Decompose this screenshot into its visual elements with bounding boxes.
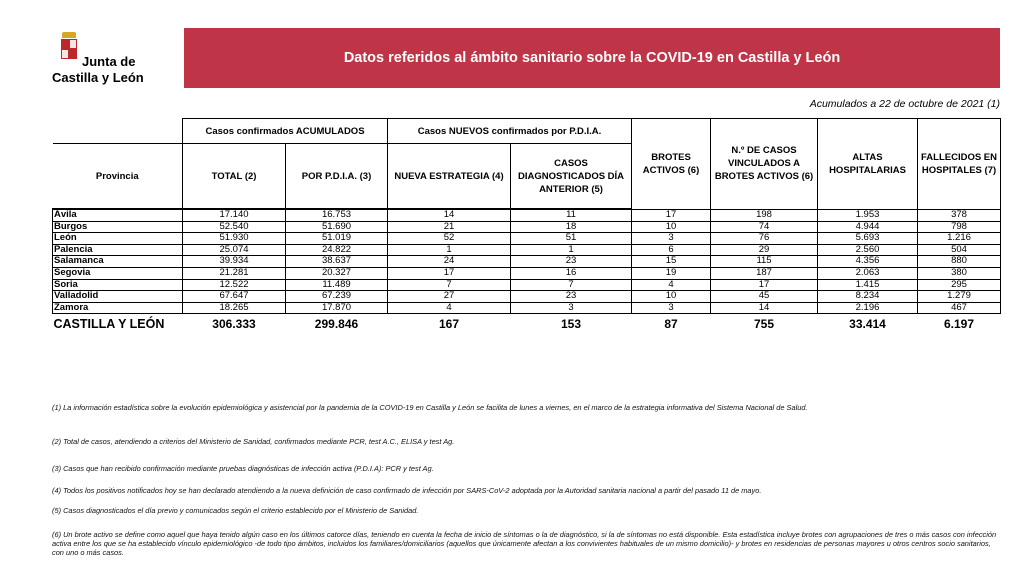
cell-provincia: Ávila <box>53 209 183 221</box>
cell-fallecidos: 504 <box>918 244 1001 256</box>
cell-nueva: 24 <box>388 256 511 268</box>
cell-vinculados: 76 <box>711 233 818 245</box>
cell-pdia: 67.239 <box>286 291 388 303</box>
cell-fallecidos: 1.216 <box>918 233 1001 245</box>
table-row <box>53 291 1001 303</box>
cell-pdia: 51.019 <box>286 233 388 245</box>
cell-brotes: 10 <box>632 291 711 303</box>
cell-brotes: 17 <box>632 209 711 221</box>
cell-vinculados: 29 <box>711 244 818 256</box>
header-banner <box>184 28 1000 88</box>
table-row <box>53 209 1001 221</box>
cell-vinculados: 17 <box>711 279 818 291</box>
cell-brotes: 19 <box>632 267 711 279</box>
cell-total: 12.522 <box>183 279 286 291</box>
cell-provincia: Palencia <box>53 244 183 256</box>
page-title: Datos referidos al ámbito sanitario sobre la COVID-19 en Castilla y León <box>343 50 841 66</box>
cell-provincia: Valladolid <box>53 291 183 303</box>
cell-pdia: 11.489 <box>286 279 388 291</box>
col-header-provincia: Provincia <box>53 144 183 210</box>
cell-pdia: 16.753 <box>286 209 388 221</box>
footnote-2: (2) Total de casos, atendiendo a criterios del Ministerio de Sanidad, confirmados mediante PCR, test A.C., ELISA y test Ag. <box>52 437 455 446</box>
table-row <box>53 233 1001 245</box>
col-header-vinculados: N.º DE CASOS VINCULADOS A BROTES ACTIVOS (6) <box>711 119 818 210</box>
cell-altas: 1.953 <box>818 209 918 221</box>
cell-altas: 2.196 <box>818 302 918 314</box>
header-blank <box>53 119 183 144</box>
col-header-total: TOTAL (2) <box>183 144 286 210</box>
total-brotes: 87 <box>664 317 678 332</box>
group-header-nuevos: Casos NUEVOS confirmados por P.D.I.A. <box>388 119 632 144</box>
cell-vinculados: 45 <box>711 291 818 303</box>
total-row <box>53 314 1001 335</box>
cell-brotes: 4 <box>632 279 711 291</box>
cell-nueva: 52 <box>388 233 511 245</box>
cell-altas: 4.356 <box>818 256 918 268</box>
cell-pdia: 17.870 <box>286 302 388 314</box>
cell-fallecidos: 295 <box>918 279 1001 291</box>
cell-casos-diag: 18 <box>511 221 632 233</box>
footnote-5: (5) Casos diagnosticados el día previo y comunicados según el criterio establecido por el Ministerio de Sanidad. <box>52 506 419 515</box>
cell-vinculados: 14 <box>711 302 818 314</box>
cell-total: 51.930 <box>183 233 286 245</box>
cell-casos-diag: 16 <box>511 267 632 279</box>
table-row <box>53 279 1001 291</box>
cell-total: 67.647 <box>183 291 286 303</box>
cell-total: 18.265 <box>183 302 286 314</box>
cell-fallecidos: 798 <box>918 221 1001 233</box>
cell-provincia: Segovia <box>53 267 183 279</box>
cell-fallecidos: 380 <box>918 267 1001 279</box>
footnote-4: (4) Todos los positivos notificados hoy se han declarado atendiendo a la nueva definición de caso confirmado de infección por SARS-CoV-2 adoptada por la Autoridad sanitaria nacional a partir del pasado 11 de mayo. <box>52 486 762 495</box>
cell-casos-diag: 7 <box>511 279 632 291</box>
col-header-pdia: POR P.D.I.A. (3) <box>286 144 388 210</box>
cell-nueva: 17 <box>388 267 511 279</box>
cell-nueva: 1 <box>388 244 511 256</box>
cell-total: 25.074 <box>183 244 286 256</box>
cell-fallecidos: 880 <box>918 256 1001 268</box>
footnote-6: (6) Un brote activo se define como aquel que haya tenido algún caso en los últimos catorce días, teniendo en cuenta la fecha de inicio de síntomas o la de diagnóstico, si la de síntomas no está disponible. Esta estadística incluye brotes con agrupaciones de tres o más casos con infección activa entre los que se ha establecido vínculo epidemiológico -de todo tipo ámbitos, incluidos los familiares/domiciliarios (aquellos que únicamente afectan a los convivientes habituales de un mismo domicilio)- y brotes en residencias de personas mayores u otros centros socio sanitarios, con uno o más casos. <box>52 530 997 558</box>
coat-of-arms-icon <box>60 32 78 62</box>
covid-data-table <box>52 118 1001 334</box>
cell-nueva: 7 <box>388 279 511 291</box>
total-casos-diag: 153 <box>560 317 582 332</box>
cell-nueva: 21 <box>388 221 511 233</box>
col-header-casos-diag: CASOS DIAGNOSTICADOS DÍA ANTERIOR (5) <box>511 144 632 210</box>
cell-vinculados: 115 <box>711 256 818 268</box>
cell-total: 21.281 <box>183 267 286 279</box>
cell-casos-diag: 23 <box>511 256 632 268</box>
total-pdia: 299.846 <box>314 317 359 332</box>
cell-provincia: Burgos <box>53 221 183 233</box>
cell-nueva: 4 <box>388 302 511 314</box>
table-row <box>53 302 1001 314</box>
cell-altas: 5.693 <box>818 233 918 245</box>
total-label: CASTILLA Y LEÓN <box>53 317 165 332</box>
total-altas: 33.414 <box>849 317 886 332</box>
cell-pdia: 20.327 <box>286 267 388 279</box>
cell-fallecidos: 378 <box>918 209 1001 221</box>
table-row <box>53 256 1001 268</box>
cell-pdia: 51.690 <box>286 221 388 233</box>
cell-brotes: 3 <box>632 233 711 245</box>
table-row <box>53 267 1001 279</box>
cell-casos-diag: 11 <box>511 209 632 221</box>
group-header-acumulados: Casos confirmados ACUMULADOS <box>183 119 388 144</box>
cell-brotes: 3 <box>632 302 711 314</box>
cell-total: 39.934 <box>183 256 286 268</box>
cell-altas: 2.560 <box>818 244 918 256</box>
cell-pdia: 24.822 <box>286 244 388 256</box>
cell-total: 52.540 <box>183 221 286 233</box>
footnote-3: (3) Casos que han recibido confirmación mediante pruebas diagnósticas de infección activa (P.D.I.A): PCR y test Ag. <box>52 464 434 473</box>
col-header-brotes: BROTES ACTIVOS (6) <box>632 119 711 210</box>
col-header-nueva: NUEVA ESTRATEGIA (4) <box>388 144 511 210</box>
col-header-fallecidos: FALLECIDOS EN HOSPITALES (7) <box>918 119 1001 210</box>
cell-brotes: 15 <box>632 256 711 268</box>
date-note: Acumulados a 22 de octubre de 2021 (1) <box>809 98 1000 110</box>
cell-pdia: 38.637 <box>286 256 388 268</box>
total-vinculados: 755 <box>754 317 775 332</box>
cell-provincia: Salamanca <box>53 256 183 268</box>
table-row <box>53 244 1001 256</box>
cell-fallecidos: 1.279 <box>918 291 1001 303</box>
total-total: 306.333 <box>212 317 256 332</box>
cell-casos-diag: 1 <box>511 244 632 256</box>
cell-vinculados: 74 <box>711 221 818 233</box>
junta-logo <box>52 32 162 92</box>
total-nueva: 167 <box>438 317 460 332</box>
logo-text-line1: Junta de <box>82 54 136 69</box>
cell-total: 17.140 <box>183 209 286 221</box>
cell-fallecidos: 467 <box>918 302 1001 314</box>
cell-vinculados: 198 <box>711 209 818 221</box>
cell-casos-diag: 51 <box>511 233 632 245</box>
cell-altas: 4.944 <box>818 221 918 233</box>
cell-provincia: Zamora <box>53 302 183 314</box>
cell-brotes: 10 <box>632 221 711 233</box>
table-row <box>53 221 1001 233</box>
cell-nueva: 14 <box>388 209 511 221</box>
cell-provincia: León <box>53 233 183 245</box>
cell-casos-diag: 23 <box>511 291 632 303</box>
col-header-altas: ALTAS HOSPITALARIAS <box>818 119 918 210</box>
cell-provincia: Soria <box>53 279 183 291</box>
logo-text-line2: Castilla y León <box>52 70 144 85</box>
cell-casos-diag: 3 <box>511 302 632 314</box>
total-fallecidos: 6.197 <box>944 317 975 332</box>
cell-brotes: 6 <box>632 244 711 256</box>
cell-altas: 8.234 <box>818 291 918 303</box>
cell-altas: 1.415 <box>818 279 918 291</box>
cell-vinculados: 187 <box>711 267 818 279</box>
cell-nueva: 27 <box>388 291 511 303</box>
footnote-1: (1) La información estadística sobre la evolución epidemiológica y asistencial por la pandemia de la COVID-19 en Castilla y León se facilita de lunes a viernes, en el marco de la estrategia informativa del Sistema Nacional de Salud. <box>52 403 808 412</box>
cell-altas: 2.063 <box>818 267 918 279</box>
